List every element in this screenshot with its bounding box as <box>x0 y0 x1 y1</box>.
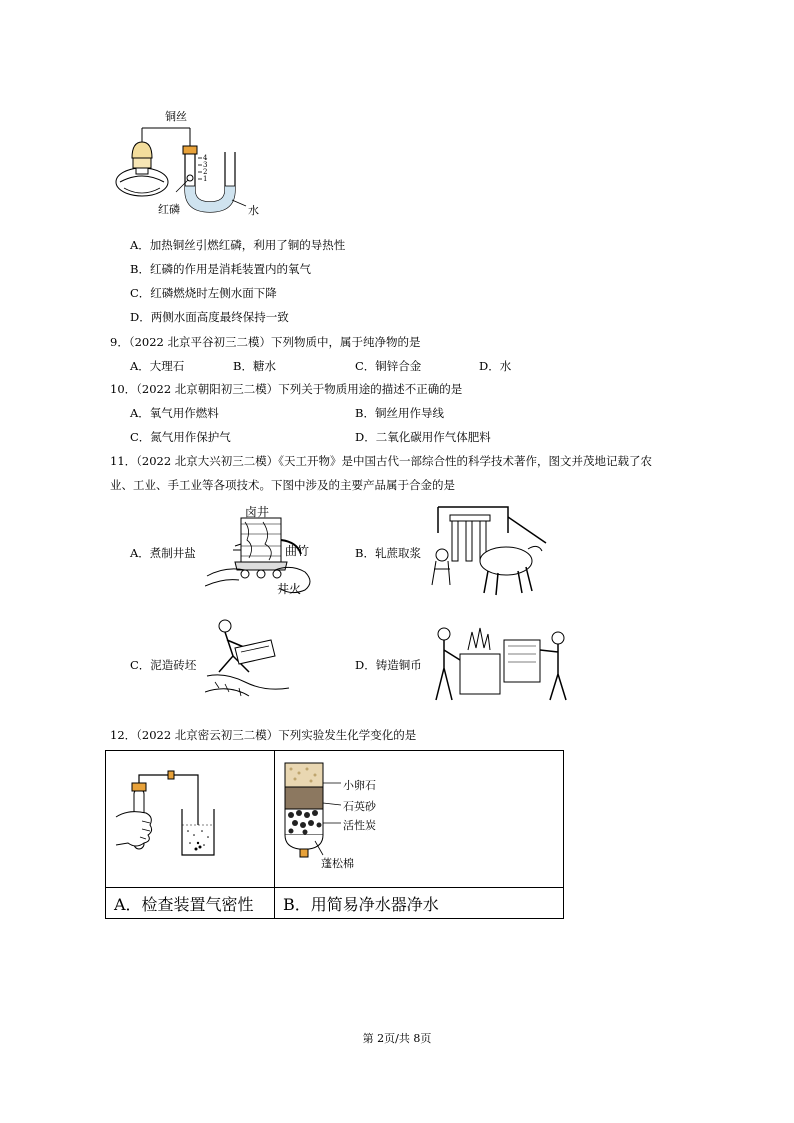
q11-stem-line1: 11．（2022 北京大兴初三二模）《天工开物》是中国古代一部综合性的科学技术著作，图文并茂地记载了农 <box>110 454 653 468</box>
q11-option-b: B．轧蔗取浆 <box>355 546 421 560</box>
scale-3: 3 <box>203 161 208 169</box>
q11-option-d: D．铸造铜币 <box>355 658 422 672</box>
q8-option-c: C．红磷燃烧时左侧水面下降 <box>130 286 277 300</box>
coin-casting-drawing <box>430 620 575 705</box>
brick-mold-illustration <box>205 612 290 707</box>
scale-4: 4 <box>203 154 208 162</box>
q10-option-a: A．氧气用作燃料 <box>130 406 219 420</box>
water-label: 水 <box>248 204 259 217</box>
sugarcane-press-drawing <box>428 505 553 600</box>
q9-option-a: A．大理石 <box>130 359 185 373</box>
scale-1: 1 <box>203 175 208 183</box>
well-fire-label: 井火 <box>277 582 302 596</box>
q10-option-d: D．二氧化碳用作气体肥料 <box>355 430 491 444</box>
q11-option-c: C．泥造砖坯 <box>130 658 197 672</box>
filter-label-pebbles: 小卵石 <box>343 779 376 792</box>
page-footer: 第 2页/共 8页 <box>362 1032 432 1045</box>
scale-2: 2 <box>203 168 208 176</box>
curved-bamboo-label: 曲竹 <box>285 544 310 558</box>
q9-stem: 9．（2022 北京平谷初三二模）下列物质中，属于纯净物的是 <box>110 335 421 349</box>
q12-image-cell-b <box>275 751 564 888</box>
copper-wire-label: 铜丝 <box>165 110 187 123</box>
q12-image-cell-a <box>106 751 275 888</box>
coin-casting-illustration <box>430 620 575 705</box>
q10-option-c: C．氮气用作保护气 <box>130 430 231 444</box>
filter-label-cotton: 蓬松棉 <box>321 857 354 870</box>
q10-option-b: B．铜丝用作导线 <box>355 406 444 420</box>
airtightness-check-drawing <box>106 751 274 883</box>
red-phosphorus-label: 红磷 <box>158 203 180 216</box>
q12-table <box>105 750 564 919</box>
salt-well-illustration <box>205 500 325 600</box>
q8-option-d: D．两侧水面高度最终保持一致 <box>130 310 289 324</box>
q8-option-a: A．加热铜丝引燃红磷，利用了铜的导热性 <box>130 238 346 252</box>
q10-stem: 10．（2022 北京朝阳初三二模）下列关于物质用途的描述不正确的是 <box>110 382 463 396</box>
q9-option-c: C．铜锌合金 <box>355 359 422 373</box>
q11-option-a: A．煮制井盐 <box>130 546 196 560</box>
q12-stem: 12．（2022 北京密云初三二模）下列实验发生化学变化的是 <box>110 728 417 742</box>
sugarcane-press-illustration <box>428 505 553 600</box>
filter-label-quartz-sand: 石英砂 <box>343 800 376 813</box>
q11-stem-line2: 业、工业、手工业等各项技术。下图中涉及的主要产品属于合金的是 <box>110 478 455 492</box>
q9-option-d: D．水 <box>479 359 512 373</box>
filter-label-activated-carbon: 活性炭 <box>343 819 376 832</box>
q9-option-b: B．糖水 <box>233 359 276 373</box>
q8-option-b: B．红磷的作用是消耗装置内的氧气 <box>130 262 311 276</box>
brick-mold-drawing <box>205 612 290 707</box>
water-filter-drawing <box>275 751 563 883</box>
q8-apparatus-figure <box>110 100 280 220</box>
q12-cell-b-caption: B．用简易净水器净水 <box>275 888 564 919</box>
brine-well-label: 卤井 <box>245 505 270 519</box>
q12-cell-a-caption: A．检查装置气密性 <box>106 888 275 919</box>
